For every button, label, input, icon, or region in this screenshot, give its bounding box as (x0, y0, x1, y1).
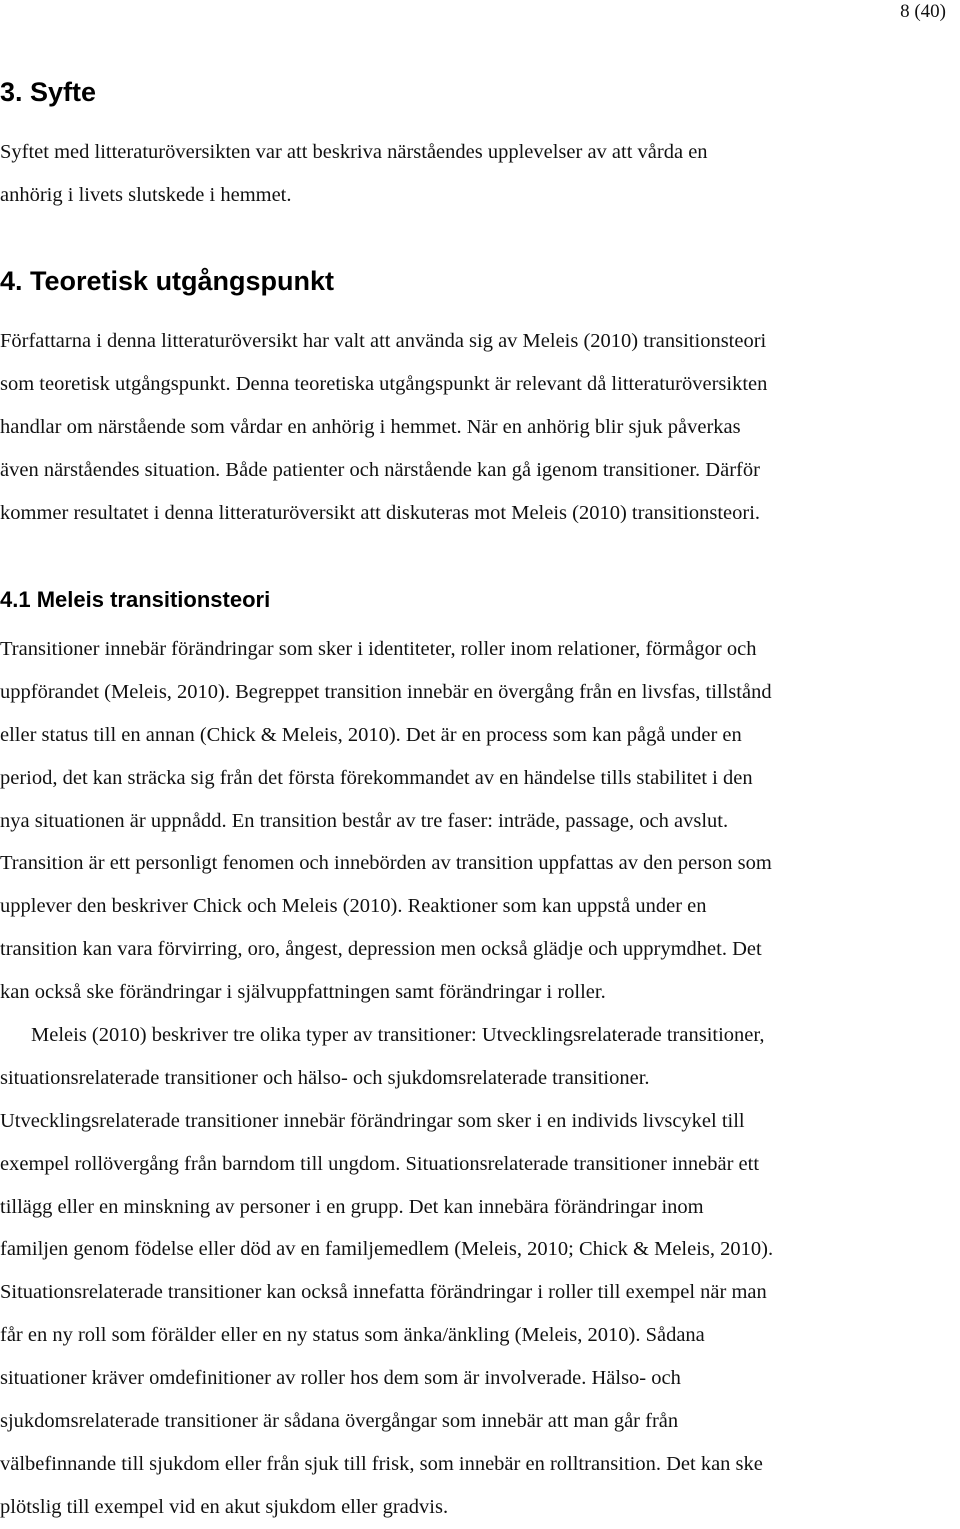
paragraph-teoretisk-utgangspunkt (0, 320, 940, 535)
text-line: tillägg eller en minskning av personer i en grupp. Det kan innebära förändringar inom (0, 1195, 704, 1218)
text-line: nya situationen är uppnådd. En transition består av tre faser: inträde, passage, och avslut. (0, 809, 729, 832)
text-line: välbefinnande till sjukdom eller från sjuk till frisk, som innebär en rolltransition. Det kan ske (0, 1452, 763, 1475)
section-heading-syfte: 3. Syfte (0, 77, 97, 107)
subsection-heading-meleis-transitionsteori: 4.1 Meleis transitionsteori (0, 587, 271, 612)
text-line: period, det kan sträcka sig från det första förekommandet av en händelse tills stabilitet i den (0, 766, 753, 789)
text-line: eller status till en annan (Chick & Meleis, 2010). Det är en process som kan pågå under en (0, 723, 742, 746)
page-number: 8 (40) (900, 1, 946, 22)
text-line: Transition är ett personligt fenomen och innebörden av transition uppfattas av den person som (0, 852, 772, 875)
text-line: situationsrelaterade transitioner och hälso- och sjukdomsrelaterade transitioner. (0, 1066, 650, 1089)
text-line: anhörig i livets slutskede i hemmet. (0, 184, 292, 206)
text-line: kan också ske förändringar i självuppfattningen samt förändringar i roller. (0, 981, 606, 1004)
text-line: Författarna i denna litteraturöversikt har valt att använda sig av Meleis (2010) transitionsteori (0, 330, 767, 352)
text-line: upplever den beskriver Chick och Meleis (2010). Reaktioner som kan uppstå under en (0, 895, 707, 918)
paragraph-transitioner (0, 628, 940, 1014)
text-line: Syftet med litteraturöversikten var att beskriva närståendes upplevelser av att vårda en (0, 141, 708, 163)
text-line: transition kan vara förvirring, oro, ångest, depression men också glädje och upprymdhet. Det (0, 938, 762, 961)
text-line: även närståendes situation. Både patienter och närstående kan gå igenom transitioner. Därför (0, 459, 760, 481)
section-heading-teoretisk-utgangspunkt: 4. Teoretisk utgångspunkt (0, 266, 335, 296)
text-line: uppförandet (Meleis, 2010). Begreppet transition innebär en övergång från en livsfas, tillstånd (0, 680, 772, 703)
text-line: handlar om närstående som vårdar en anhörig i hemmet. När en anhörig blir sjuk påverkas (0, 416, 741, 438)
text-line: plötslig till exempel vid en akut sjukdom eller gradvis. (0, 1495, 449, 1518)
text-line: Situationsrelaterade transitioner kan också innefatta förändringar i roller till exempel när man (0, 1281, 767, 1304)
text-line: får en ny roll som förälder eller en ny status som änka/änkling (Meleis, 2010). Sådana (0, 1324, 705, 1347)
text-line: familjen genom födelse eller död av en familjemedlem (Meleis, 2010; Chick & Meleis, 2010). (0, 1238, 774, 1261)
paragraph-syfte (0, 131, 940, 217)
text-line: kommer resultatet i denna litteraturöversikt att diskuteras mot Meleis (2010) transitionsteori. (0, 502, 761, 524)
text-line: Utvecklingsrelaterade transitioner innebär förändringar som sker i en individs livscykel till (0, 1109, 745, 1132)
text-line: Transitioner innebär förändringar som sker i identiteter, roller inom relationer, förmågor och (0, 638, 757, 660)
text-line: situationer kräver omdefinitioner av roller hos dem som är involverade. Hälso- och (0, 1367, 681, 1390)
text-line: exempel rollövergång från barndom till ungdom. Situationsrelaterade transitioner innebär ett (0, 1152, 760, 1175)
text-line: Meleis (2010) beskriver tre olika typer av transitioner: Utvecklingsrelaterade transitioner, (31, 1024, 765, 1046)
paragraph-typer-av-transitioner (0, 1014, 940, 1529)
text-line: som teoretisk utgångspunkt. Denna teoretiska utgångspunkt är relevant då litteraturöversikten (0, 373, 768, 395)
text-line: sjukdomsrelaterade transitioner är sådana övergångar som innebär att man går från (0, 1410, 679, 1433)
